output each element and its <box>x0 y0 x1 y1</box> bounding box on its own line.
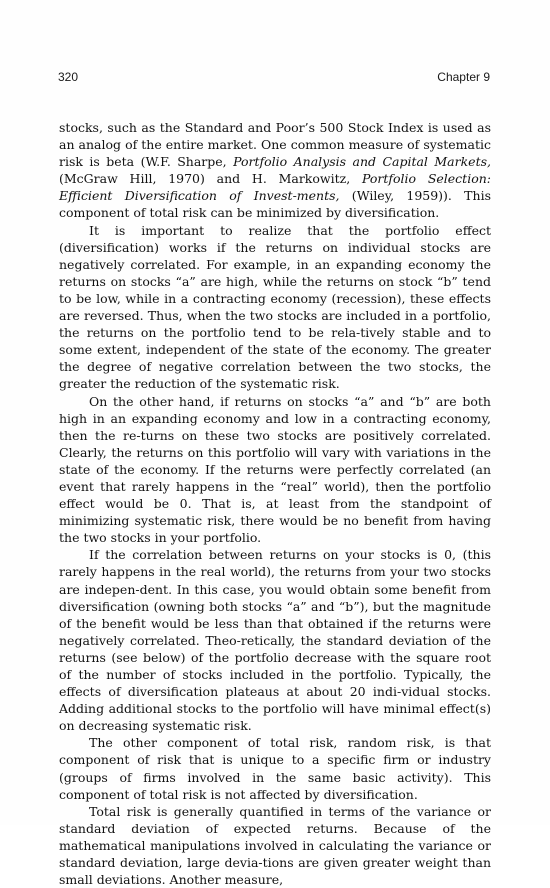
body-text <box>59 119 491 888</box>
text-run: Total risk is generally quantified in terms of the variance or standard deviation of expected returns. Because of the mathematical manipulations involved in calculating the variance or standard deviation, large devia-tions are given greater weight than small deviations. Another measure, <box>59 803 491 888</box>
paragraph <box>59 803 491 888</box>
text-run: stocks, such as the Standard and Poor’s 500 Stock Index is used as an analog of the entire market. One common measure of systematic risk is beta (W.F. Sharpe, <box>59 120 491 170</box>
paragraph <box>59 393 491 547</box>
text-run: If the correlation between returns on your stocks is 0, (this rarely happens in the real world), the returns from your two stocks are indepen-dent. In this case, you would obtain some benefit from diversification (owning both stocks “a” and “b”), but the magnitude of the benefit would be less than that obtained if the returns were negatively correlated. Theo-retically, the standard deviation of the returns (see below) of the portfolio decrease with the square root of the number of stocks included in the portfolio. Typically, the effects of diversification plateaus at about 20 indi-vidual stocks. Adding additional stocks to the portfolio will have minimal effect(s) on decreasing systematic risk. <box>59 547 491 734</box>
italic-citation: Portfolio Selection: Efficient Diversification of Invest-ments, <box>59 171 491 204</box>
italic-citation: Portfolio Analysis and Capital Markets, <box>233 154 491 170</box>
paragraph <box>59 546 491 734</box>
text-run: (Wiley, 1959)). This component of total risk can be minimized by diversification. <box>59 188 491 221</box>
running-header <box>58 70 490 86</box>
paragraph <box>59 734 491 802</box>
chapter-title: Chapter 9 <box>437 70 490 84</box>
page-number: 320 <box>58 70 79 84</box>
paragraph <box>59 119 491 222</box>
text-run: It is important to realize that the portfolio effect (diversification) works if the returns on individual stocks are negatively correlated. For example, in an expanding economy the returns on stocks “a” are high, while the returns on stock “b” tend to be low, while in a contracting economy (recession), these effects are reversed. Thus, when the two stocks are included in a portfolio, the returns on the portfolio tend to be rela-tively stable and to some extent, independent of the state of the economy. The greater the degree of negative correlation between the two stocks, the greater the reduction of the systematic risk. <box>59 222 491 392</box>
text-run: (McGraw Hill, 1970) and H. Markowitz, <box>59 171 362 187</box>
text-run: On the other hand, if returns on stocks “a” and “b” are both high in an expanding economy and low in a contracting economy, then the re-turns on these two stocks are positively correlated. Clearly, the returns on this portfolio will vary with variations in the state of the economy. If the returns were perfectly correlated (an event that rarely happens in the “real” world), then the portfolio effect would be 0. That is, at least from the standpoint of minimizing systematic risk, there would be no benefit from having the two stocks in your portfolio. <box>59 393 491 546</box>
text-run: The other component of total risk, random risk, is that component of risk that is unique to a specific firm or industry (groups of firms involved in the same basic activity). This component of total risk is not affected by diversification. <box>59 735 491 802</box>
paragraph <box>59 222 491 393</box>
